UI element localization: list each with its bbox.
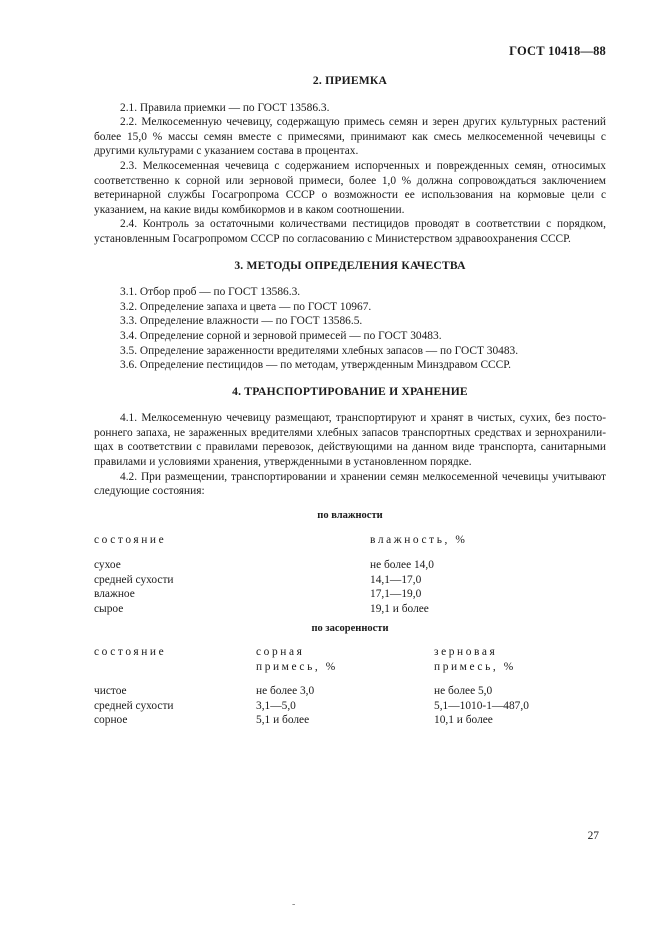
section-3-title: 3. МЕТОДЫ ОПРЕДЕЛЕНИЯ КАЧЕСТВА <box>234 258 466 272</box>
cell-value: 19,1 и более <box>370 602 429 615</box>
humidity-table-title: по влажности <box>317 509 383 521</box>
page-content <box>94 74 606 728</box>
cell-grain: 5,1—1010-1—487,0 <box>434 699 529 712</box>
column-header-state: состояние <box>94 646 167 658</box>
doc-code-header: ГОСТ 10418—88 <box>509 44 606 58</box>
column-header-grain-1: зерновая <box>434 646 498 658</box>
impurity-table-title: по засоренности <box>311 623 389 635</box>
cell-value: 14,1—17,0 <box>370 573 422 586</box>
item-3-4: 3.4. Определение сорной и зерновой примесей — по ГОСТ 30483. <box>120 329 442 342</box>
cell-state: средней сухости <box>94 699 174 712</box>
cell-value: не более 14,0 <box>370 559 434 572</box>
cell-state: сырое <box>94 602 124 615</box>
section-4-title: 4. ТРАНСПОРТИРОВАНИЕ И ХРАНЕНИЕ <box>232 384 468 398</box>
table-row <box>94 587 606 602</box>
table-row <box>94 713 606 728</box>
cell-state: сорное <box>94 714 128 727</box>
cell-state: чистое <box>94 685 127 698</box>
column-header-weed-1: сорная <box>256 646 305 658</box>
table-header-row-2 <box>94 660 606 675</box>
table-header-row <box>94 533 606 548</box>
cell-weed: 5,1 и более <box>256 714 310 727</box>
humidity-table <box>94 533 606 616</box>
table-row <box>94 699 606 714</box>
cell-state: сухое <box>94 559 121 572</box>
item-3-2: 3.2. Определение запаха и цвета — по ГОСТ 10967. <box>120 300 372 313</box>
column-header-state: состояние <box>94 534 167 547</box>
table-row <box>94 573 606 588</box>
cell-grain: не более 5,0 <box>434 685 493 698</box>
impurity-table <box>94 645 606 728</box>
column-header-humidity: влажность, % <box>370 534 468 547</box>
item-3-6: 3.6. Определение пестицидов — по методам, утвержденным Минздравом СССР. <box>120 359 512 372</box>
column-header-grain-2: примесь, % <box>434 660 516 673</box>
footer-mark: - <box>292 899 296 910</box>
column-header-weed-2: примесь, % <box>256 660 338 673</box>
page-number: 27 <box>587 830 599 842</box>
section-2-title: 2. ПРИЕМКА <box>312 74 388 87</box>
cell-state: влажное <box>94 588 135 601</box>
table-row <box>94 558 606 573</box>
cell-weed: не более 3,0 <box>256 685 315 698</box>
paragraph-2-4: 2.4. Контроль за остаточными количествами пестицидов проводят в соответствии с порядком, установленным Госагропромом СССР по согласованию с Министерством здравоохранения СССР. <box>94 218 606 245</box>
item-3-1: 3.1. Отбор проб — по ГОСТ 13586.3. <box>120 286 301 299</box>
item-3-5: 3.5. Определение зараженности вредителями хлебных запасов — по ГОСТ 30483. <box>120 344 519 357</box>
paragraph-2-1: 2.1. Правила приемки — по ГОСТ 13586.3. <box>120 101 330 114</box>
paragraph-2-3: 2.3. Мелкосеменная чечевица с содержанием испорченных и поврежденных семян, относимых соответственно к сорной или зерновой примеси, более 1,0 % должна сопровождаться заключением ветеринарной службы Госагропрома СССР о возможности ее использования на кормовые цели с указанием, на какие виды комбикормов и в каком соотношении. <box>94 159 606 216</box>
table-row <box>94 684 606 699</box>
cell-state: средней сухости <box>94 573 174 586</box>
paragraph-4-2: 4.2. При размещении, транспортировании и хранении семян мелкосеменной чечевицы учитывают следующие состояния: <box>94 470 606 498</box>
paragraph-4-1: 4.1. Мелкосеменную чечевицу размещают, транспортируют и хранят в чистых, сухих, без постороннего запаха, не зараженных вредителями хлебных запасов транспортных средствах и зернохранилищах в соответствии с правилами перевозок, действующими на данном виде транспорта, санитарными правилами и условиями хранения, утвержденными в установленном порядке. <box>94 412 606 469</box>
cell-value: 17,1—19,0 <box>370 588 422 601</box>
cell-weed: 3,1—5,0 <box>256 699 296 712</box>
table-header-row <box>94 645 606 660</box>
paragraph-2-2: 2.2. Мелкосеменную чечевицу, содержащую примесь семян и зерен других культурных растений более 15,0 % массы семян вместе с примесями, принимают как смесь мелкосеменной чечевицы с другими культурами с указанием состава в процентах. <box>94 116 606 158</box>
cell-grain: 10,1 и более <box>434 714 493 727</box>
table-row <box>94 602 606 617</box>
item-3-3: 3.3. Определение влажности — по ГОСТ 13586.5. <box>120 315 363 328</box>
